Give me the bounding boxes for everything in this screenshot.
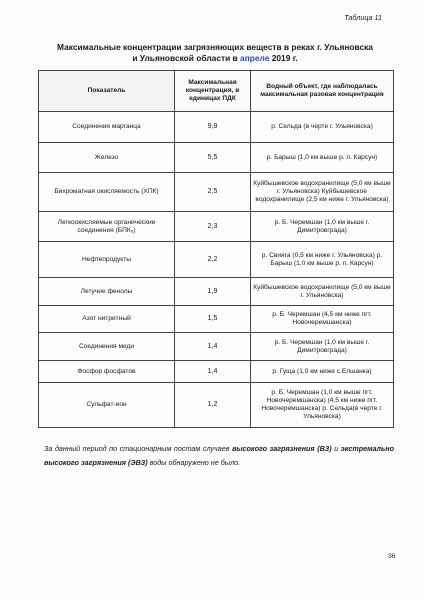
header-max-concentration: Максимальная концентрация, в единицах ПДК	[175, 71, 251, 112]
row-value: 1,5	[175, 306, 251, 333]
row-location: р. Свияга (0,5 км ниже г. Ульяновска) р. Барыш (1,0 км выше р. п. Карсун)	[251, 242, 394, 278]
table-row	[39, 212, 394, 242]
table-row	[39, 361, 394, 383]
page-number: 36	[388, 553, 396, 560]
table-row	[39, 143, 394, 173]
row-indicator: Летучие фенолы	[39, 278, 175, 306]
header-indicator: Показатель	[39, 71, 175, 112]
row-value: 9,9	[175, 112, 251, 143]
row-value: 1,4	[175, 361, 251, 383]
row-location: р. Сельда (в черте г. Ульяновска)	[251, 112, 394, 143]
header-water-body: Водный объект, где наблюдалась максимальная разовая концентрация	[251, 71, 394, 112]
row-indicator: Бихроматная окисляемость (ХПК)	[39, 173, 175, 212]
row-indicator: Соединения меди	[39, 333, 175, 361]
table-row	[39, 112, 394, 143]
row-location: р. Барыш (1,0 км выше р. п. Карсун)	[251, 143, 394, 173]
row-indicator: Сульфат-ион	[39, 383, 175, 428]
row-indicator: Легкоокисляемые органические соединения (БПК₅)	[39, 212, 175, 242]
table-row	[39, 242, 394, 278]
table-row	[39, 278, 394, 306]
row-indicator: Железо	[39, 143, 175, 173]
table-row	[39, 383, 394, 428]
row-indicator: Азот нитритный	[39, 306, 175, 333]
table-row	[39, 173, 394, 212]
footnote-paragraph	[44, 442, 394, 470]
row-value: 1,2	[175, 383, 251, 428]
row-value: 2,2	[175, 242, 251, 278]
table-row	[39, 306, 394, 333]
row-value: 2,3	[175, 212, 251, 242]
row-location: р. Б. Черемшан (1,0 км выше г. Димитровграда)	[251, 333, 394, 361]
row-value: 2,5	[175, 173, 251, 212]
note-extreme-pollution: экстремально высокого загрязнения (ЭВЗ)	[44, 444, 395, 467]
title-line-1: Максимальные концентрации загрязняющих веществ в реках г. Ульяновска	[57, 42, 373, 52]
row-location: Куйбышевское водохранилище (5,0 км выше г. Ульяновска) Куйбышевское водохранилище (2,5 км ниже г. Ульяновска)	[251, 173, 394, 212]
note-text-1: За данный период по стационарным постам случаев	[44, 444, 233, 453]
row-indicator: Нефтепродукты	[39, 242, 175, 278]
note-text-2: и	[331, 444, 341, 453]
title-month: апреле	[240, 53, 270, 63]
row-location: Куйбышевское водохранилище (5,0 км выше г. Ульяновска)	[251, 278, 394, 306]
row-value: 1,4	[175, 333, 251, 361]
title-line-2-prefix: и Ульяновской области в	[132, 53, 241, 63]
note-text-3: воды обнаружено не было.	[147, 458, 241, 467]
pollutant-table	[38, 70, 394, 428]
table-row	[39, 333, 394, 361]
row-value: 1,9	[175, 278, 251, 306]
title-line-2-suffix: 2019 г.	[269, 53, 298, 63]
table-header-row	[39, 71, 394, 112]
row-indicator: Фосфор фосфатов	[39, 361, 175, 383]
table-title	[40, 42, 390, 64]
note-high-pollution: высокого загрязнения (ВЗ)	[232, 444, 332, 453]
table-label: Таблица 11	[344, 13, 382, 22]
row-value: 5,5	[175, 143, 251, 173]
row-location: р. Б. Черемшан (1,0 км выше пгт. Новочеремшанска) (4,5 км ниже пгт. Новочеремшанска) р. Сельда(в черте г. Ульяновска)	[251, 383, 394, 428]
row-indicator: Соединения марганца	[39, 112, 175, 143]
row-location: р. Гуща (1,0 км ниже с.Елшанка)	[251, 361, 394, 383]
row-location: р. Б. Черемшан (4,5 км ниже пгт. Новочеремшанска)	[251, 306, 394, 333]
row-location: р. Б. Черемшан (1,0 км выше г. Димитровграда)	[251, 212, 394, 242]
